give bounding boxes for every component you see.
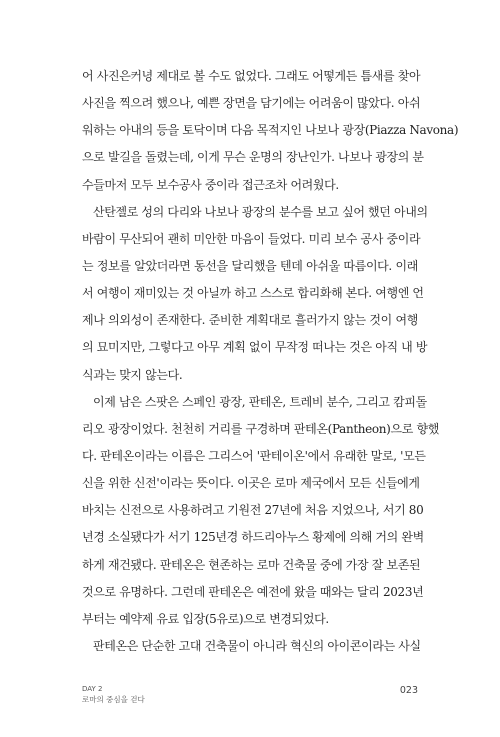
text-line: 부터는 예약제 유료 입장(5유로)으로 변경되었다. [82, 611, 329, 626]
text-line: 판테온은 단순한 고대 건축물이 아니라 혁신의 아이콘이라는 사실 [93, 638, 421, 653]
text-line: 바치는 신전으로 사용하려고 기원전 27년에 처음 지었으나, 서기 80 [82, 503, 424, 518]
text-line: 것으로 유명하다. 그런데 판테온은 예전에 왔을 때와는 달리 2023년 [82, 584, 424, 599]
text-line: 제나 의외성이 존재한다. 준비한 계획대로 흘러가지 않는 것이 여행 [82, 313, 418, 328]
running-footer [82, 684, 145, 706]
text-line: 워하는 아내의 등을 토닥이며 다음 목적지인 나보나 광장(Piazza Navona) [82, 123, 459, 138]
text-line: 리오 광장이었다. 천천히 거리를 구경하며 판테온(Pantheon)으로 향했 [82, 421, 439, 436]
text-line: 서 여행이 재미있는 것 아닐까 하고 스스로 합리화해 본다. 여행엔 언 [82, 286, 424, 301]
text-line: 으로 발길을 돌렸는데, 이게 무슨 운명의 장난인가. 나보나 광장의 분 [82, 150, 424, 165]
text-line: 수들마저 모두 보수공사 중이라 접근조차 어려웠다. [82, 177, 339, 192]
text-line: 산탄젤로 성의 다리와 나보나 광장의 분수를 보고 싶어 했던 아내의 [93, 204, 428, 219]
text-line: 이제 남은 스팟은 스페인 광장, 판테온, 트레비 분수, 그리고 캄피돌 [93, 394, 427, 409]
footer-day-label: DAY 2 [82, 685, 103, 693]
body-text [82, 63, 459, 660]
text-line: 는 정보를 알았더라면 동선을 달리했을 텐데 아쉬울 따름이다. 이래 [82, 258, 418, 273]
text-line: 식과는 맞지 않는다. [82, 367, 183, 382]
text-line: 의 묘미지만, 그렇다고 아무 계획 없이 무작정 떠나는 것은 아직 내 방 [82, 340, 428, 355]
footer-chapter-title: 로마의 중심을 걷다 [82, 695, 145, 704]
text-line: 어 사진은커녕 제대로 볼 수도 없었다. 그래도 어떻게든 틈새를 찾아 [82, 69, 421, 83]
text-line: 년경 소실됐다가 서기 125년경 하드리아누스 황제에 의해 거의 완벽 [82, 530, 424, 545]
text-line: 바람이 무산되어 괜히 미안한 마음이 들었다. 미리 보수 공사 중이라 [82, 231, 421, 246]
page-number: 023 [399, 685, 418, 696]
text-line: 신을 위한 신전'이라는 뜻이다. 이곳은 로마 제국에서 모든 신들에게 [82, 476, 420, 491]
text-line: 사진을 찍으려 했으나, 예쁜 장면을 담기에는 어려움이 많았다. 아쉬 [82, 96, 421, 111]
text-line: 하게 재건됐다. 판테온은 현존하는 로마 건축물 중에 가장 잘 보존된 [82, 557, 421, 572]
text-line: 다. 판테온이라는 이름은 그리스어 '판테이온'에서 유래한 말로, '모든 [82, 448, 426, 463]
